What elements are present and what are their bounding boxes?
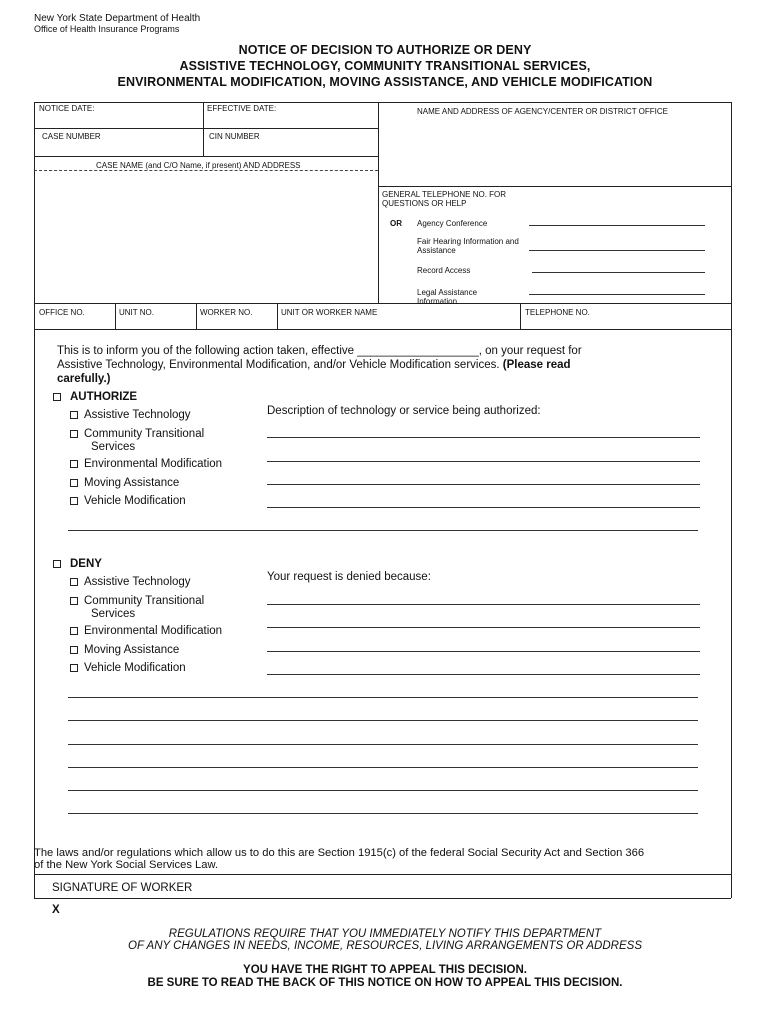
checkbox[interactable] — [70, 497, 78, 505]
authorize-line-1[interactable] — [267, 437, 700, 438]
office-name: Office of Health Insurance Programs — [34, 24, 180, 34]
cin-number-label: CIN NUMBER — [209, 132, 260, 141]
notice-date-label: NOTICE DATE: — [39, 104, 95, 113]
fair-hearing-line[interactable] — [529, 250, 705, 251]
authorize-option[interactable] — [53, 390, 137, 404]
authorize-line-4[interactable] — [267, 507, 700, 508]
body-left-border — [34, 329, 35, 898]
authorize-moving-assistance[interactable] — [70, 476, 179, 490]
deny-line-2[interactable] — [267, 627, 700, 628]
intro-line-2-text: Assistive Technology, Environmental Modification, and/or Vehicle Modification services. — [57, 359, 500, 371]
body-bottom-border — [34, 898, 731, 899]
deny-line-8[interactable] — [68, 767, 698, 768]
agency-address-label: NAME AND ADDRESS OF AGENCY/CENTER OR DISTRICT OFFICE — [417, 107, 668, 116]
authorize-services-label: Services — [91, 441, 136, 453]
record-access-label: Record Access — [417, 266, 471, 275]
checkbox[interactable] — [70, 460, 78, 468]
intro-line-2 — [57, 358, 717, 372]
authorize-line-5[interactable] — [68, 530, 698, 531]
checkbox[interactable] — [70, 411, 78, 419]
case-name-label: CASE NAME (and C/O Name, if present) AND ADDRESS — [96, 161, 301, 170]
intro-carefully: carefully.) — [57, 373, 111, 385]
unit-no-label: UNIT NO. — [119, 308, 154, 317]
agency-name: New York State Department of Health — [34, 13, 201, 24]
signature-x-mark[interactable]: X — [52, 904, 60, 916]
option-label: Vehicle Modification — [84, 495, 186, 507]
checkbox[interactable] — [70, 479, 78, 487]
deny-line-3[interactable] — [267, 651, 700, 652]
option-label: Assistive Technology — [84, 409, 191, 421]
signature-top-border — [34, 874, 731, 875]
deny-line-4[interactable] — [267, 674, 700, 675]
general-phone-label: GENERAL TELEPHONE NO. FOR QUESTIONS OR HELP — [382, 190, 507, 208]
authorize-line-3[interactable] — [267, 484, 700, 485]
or-label: OR — [390, 219, 402, 228]
checkbox[interactable] — [70, 430, 78, 438]
option-label: Environmental Modification — [84, 625, 223, 637]
deny-description: Your request is denied because: — [267, 571, 431, 583]
intro-line-1: This is to inform you of the following action taken, effective ___________________, on your request for — [57, 345, 582, 357]
authorize-environmental-modification[interactable] — [70, 457, 222, 471]
title-line-2: ASSISTIVE TECHNOLOGY, COMMUNITY TRANSITIONAL SERVICES, — [179, 59, 591, 73]
telephone-no-label: TELEPHONE NO. — [525, 308, 590, 317]
deny-vehicle-modification[interactable] — [70, 661, 186, 675]
title-line-3: ENVIRONMENTAL MODIFICATION, MOVING ASSISTANCE, AND VEHICLE MODIFICATION — [117, 75, 653, 89]
deny-heading: DENY — [70, 558, 102, 570]
record-access-line[interactable] — [532, 272, 705, 273]
deny-checkbox[interactable] — [53, 560, 61, 568]
option-label: Assistive Technology — [84, 576, 191, 588]
option-label: Moving Assistance — [84, 644, 180, 656]
deny-services-label: Services — [91, 608, 136, 620]
deny-line-10[interactable] — [68, 813, 698, 814]
agency-conference-label: Agency Conference — [417, 219, 488, 228]
deny-line-6[interactable] — [68, 720, 698, 721]
deny-assistive-technology[interactable] — [70, 575, 191, 589]
option-label: Community Transitional — [84, 428, 205, 440]
option-label: Community Transitional — [84, 595, 205, 607]
case-number-label: CASE NUMBER — [42, 132, 101, 141]
deny-line-7[interactable] — [68, 744, 698, 745]
laws-line-1: The laws and/or regulations which allow us to do this are Section 1915(c) of the federal Social Security Act and Section 366 — [34, 847, 645, 859]
checkbox[interactable] — [70, 597, 78, 605]
signature-label: SIGNATURE OF WORKER — [52, 882, 193, 894]
laws-line-2: of the New York Social Services Law. — [34, 859, 219, 871]
appeal-line-1: YOU HAVE THE RIGHT TO APPEAL THIS DECISION. — [243, 964, 527, 976]
authorize-assistive-technology[interactable] — [70, 408, 191, 422]
worker-no-label: WORKER NO. — [200, 308, 253, 317]
fair-hearing-label: Fair Hearing Information and Assistance — [417, 237, 519, 255]
legal-assistance-line[interactable] — [529, 294, 705, 295]
checkbox[interactable] — [70, 578, 78, 586]
deny-moving-assistance[interactable] — [70, 643, 179, 657]
authorize-checkbox[interactable] — [53, 393, 61, 401]
legal-assistance-label: Legal Assistance Information — [417, 288, 478, 306]
authorize-heading: AUTHORIZE — [70, 391, 138, 403]
authorize-community-transitional[interactable] — [70, 427, 204, 441]
deny-option[interactable] — [53, 557, 102, 571]
intro-please-read: (Please read — [502, 359, 571, 371]
checkbox[interactable] — [70, 627, 78, 635]
deny-line-1[interactable] — [267, 604, 700, 605]
authorize-description: Description of technology or service being authorized: — [267, 405, 541, 417]
notice-line-1: REGULATIONS REQUIRE THAT YOU IMMEDIATELY NOTIFY THIS DEPARTMENT — [168, 928, 602, 940]
deny-community-transitional[interactable] — [70, 594, 204, 608]
option-label: Moving Assistance — [84, 477, 180, 489]
appeal-line-2: BE SURE TO READ THE BACK OF THIS NOTICE ON HOW TO APPEAL THIS DECISION. — [147, 977, 623, 989]
deny-line-9[interactable] — [68, 790, 698, 791]
option-label: Environmental Modification — [84, 458, 223, 470]
office-no-label: OFFICE NO. — [39, 308, 85, 317]
unit-worker-name-label: UNIT OR WORKER NAME — [281, 308, 378, 317]
effective-date-label: EFFECTIVE DATE: — [207, 104, 277, 113]
title-line-1: NOTICE OF DECISION TO AUTHORIZE OR DENY — [238, 43, 532, 57]
notice-line-2: OF ANY CHANGES IN NEEDS, INCOME, RESOURCES, LIVING ARRANGEMENTS OR ADDRESS — [128, 940, 642, 952]
deny-environmental-modification[interactable] — [70, 624, 222, 638]
authorize-line-2[interactable] — [267, 461, 700, 462]
checkbox[interactable] — [70, 646, 78, 654]
authorize-vehicle-modification[interactable] — [70, 494, 186, 508]
option-label: Vehicle Modification — [84, 662, 186, 674]
body-right-border — [731, 329, 732, 898]
agency-conference-line[interactable] — [529, 225, 705, 226]
deny-line-5[interactable] — [68, 697, 698, 698]
checkbox[interactable] — [70, 664, 78, 672]
